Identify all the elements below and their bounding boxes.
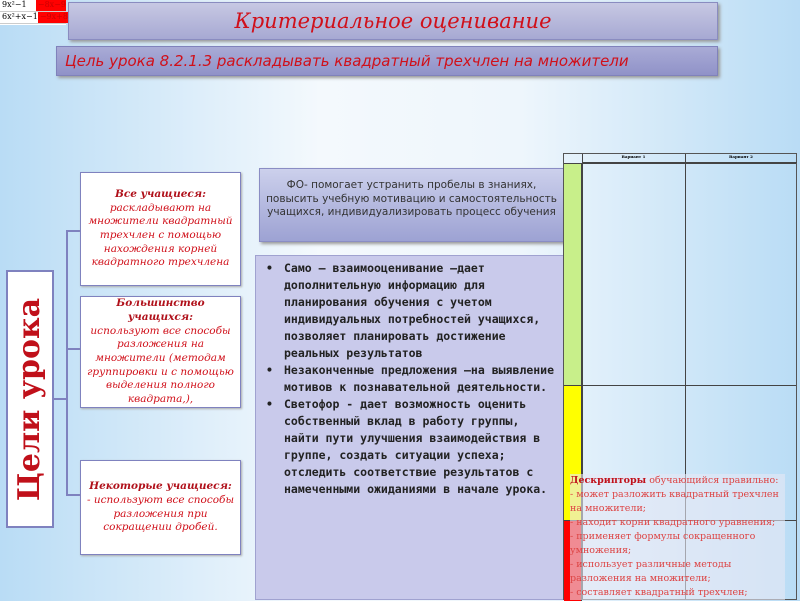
goal-box-most xyxy=(80,296,241,408)
table-rule xyxy=(564,163,796,164)
descriptor-item: - применяет формулы сокращенного умножения; xyxy=(570,531,756,556)
descriptor-item: - использует различные методы разложения на множители; xyxy=(570,559,732,584)
vertical-label-text: Цели урока xyxy=(12,297,48,501)
descriptor-item: - находит корни квадратного уравнения; xyxy=(570,517,776,528)
goal-head: Все учащиеся: xyxy=(114,188,207,201)
connector-line xyxy=(66,230,68,495)
green-level-cell xyxy=(564,163,582,385)
list-item: • Незаконченные предложения –на выявление мотивов к познавательной деятельности. xyxy=(264,362,558,396)
goal-head: Некоторые учащиеся: xyxy=(89,480,232,493)
list-item: • Светофор - дает возможность оценить собственный вклад в работу группы, найти пути улучшения взаимодействия в группе, создать ситуации успеха; отследить соответствие результатов с намеченными ожиданиями в начале урока. xyxy=(264,396,558,498)
connector-line xyxy=(66,494,80,496)
goal-box-all xyxy=(80,172,241,286)
table-rule xyxy=(564,385,796,386)
lesson-goal: Цель урока 8.2.1.3 раскладывать квадратный трехчлен на множители xyxy=(56,46,718,76)
goal-box-some xyxy=(80,460,241,555)
formula-snippet xyxy=(0,0,66,25)
formula-cell: 9x²−1 xyxy=(2,0,27,9)
table-header: Вариант 2 xyxy=(685,154,797,163)
goal-text: - используют все способы разложения при сокращении дробей. xyxy=(86,493,235,534)
goal-text: раскладывают на множители квадратный трехчлен с помощью нахождения корней квадратного трехчлена xyxy=(88,201,233,269)
connector-line xyxy=(66,348,80,350)
goal-head: Большинство учащихся: xyxy=(116,297,205,324)
descriptors-head: Дескрипторы xyxy=(570,475,647,486)
goals-vertical-label xyxy=(6,270,54,528)
table-header: Вариант 1 xyxy=(582,154,685,163)
formula-cell: −9x+8 xyxy=(39,12,68,21)
descriptor-item: - может разложить квадратный трехчлен на множители; xyxy=(570,489,779,514)
formula-cell: 6x²+x−1 xyxy=(2,12,38,21)
fo-description: ФО- помогает устранить пробелы в знаниях, повысить учебную мотивацию и самостоятельность учащихся, индивидуализировать процесс обучения xyxy=(259,168,564,242)
descriptor-item: - составляет квадратный трехчлен; xyxy=(570,587,748,598)
descriptors-intro: обучающийся правильно: xyxy=(646,475,779,486)
assessment-methods-list xyxy=(255,255,565,600)
slide-title: Критериальное оценивание xyxy=(68,2,718,40)
descriptors xyxy=(570,474,785,600)
list-item: • Само – взаимооценивание –дает дополнительную информацию для планирования обучения с учетом индивидуальных потребностей учащихся, позволяет планировать достижение реальных результатов xyxy=(264,260,558,362)
goal-text: используют все способы разложения на множители (методам группировки и с помощью выделения полного квадрата,), xyxy=(87,324,234,405)
formula-cell: −8x−9 xyxy=(37,0,66,9)
connector-line xyxy=(66,230,80,232)
